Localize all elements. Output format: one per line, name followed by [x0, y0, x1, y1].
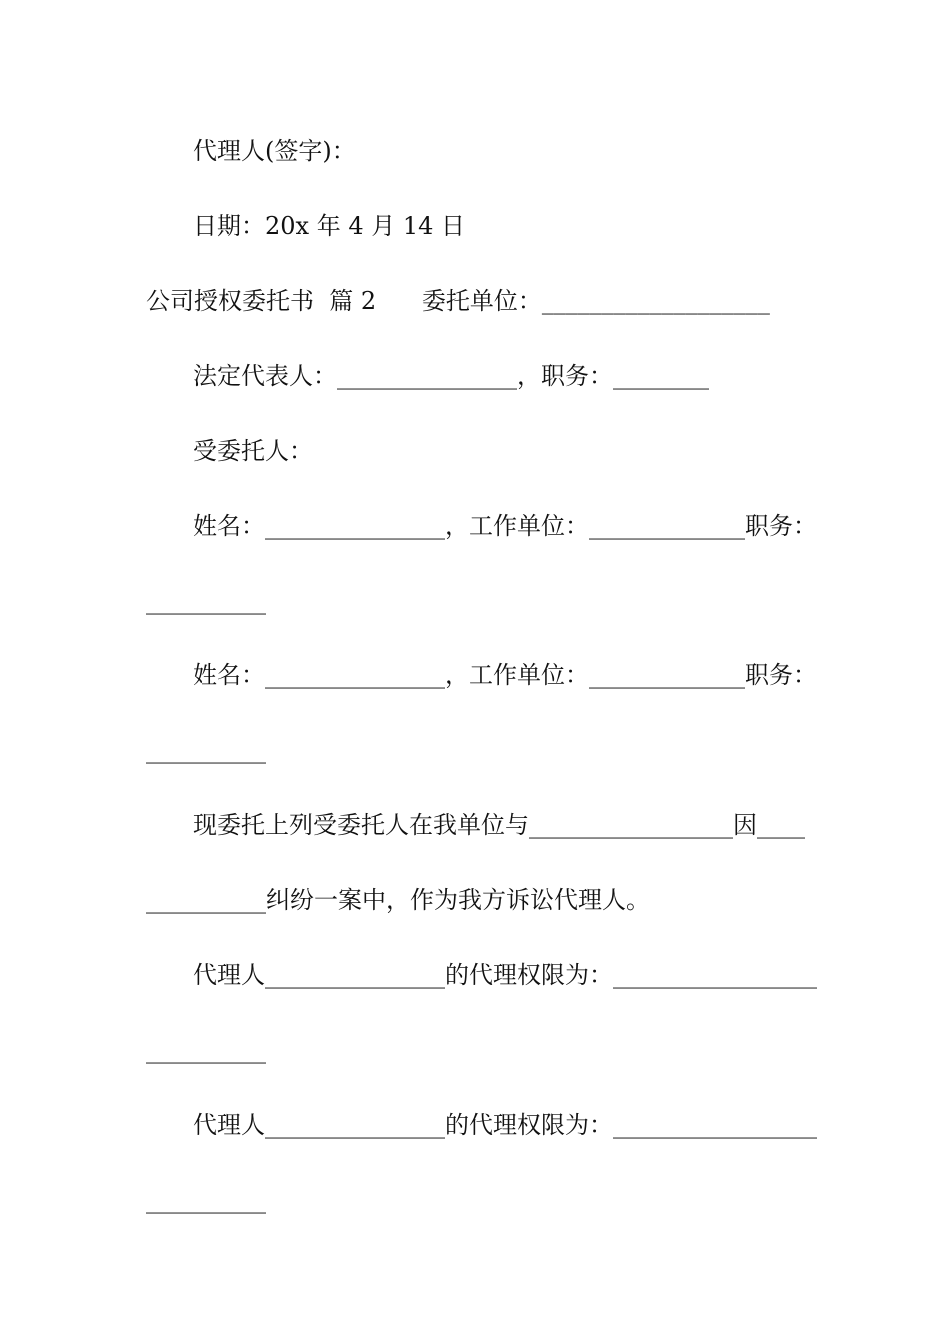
agent-1-authority-line: 代理人_______________的代理权限为：_________________ [193, 961, 817, 989]
date-line: 日期：20x 年 4 月 14 日 [193, 212, 466, 240]
commission-sentence-part2: __________纠纷一案中，作为我方诉讼代理人。 [146, 886, 650, 914]
agent-signature-line: 代理人(签字)： [193, 137, 356, 165]
trustee-1-line: 姓名：_______________，工作单位：_____________职务： [193, 512, 817, 540]
trustee-heading: 受委托人： [193, 437, 313, 465]
legal-representative-line: 法定代表人：_______________，职务：________ [193, 362, 709, 390]
trustee-2-position-blank: __________ [146, 736, 266, 764]
trustee-1-position-blank: __________ [146, 587, 266, 615]
commission-sentence-part1: 现委托上列受委托人在我单位与_________________因____ [193, 811, 805, 839]
agent-2-authority-line: 代理人_______________的代理权限为：_________________ [193, 1111, 817, 1139]
trustee-2-line: 姓名：_______________，工作单位：_____________职务： [193, 661, 817, 689]
agent-1-authority-blank: __________ [146, 1036, 266, 1064]
agent-2-authority-blank: __________ [146, 1186, 266, 1214]
heading-with-client-unit: 公司授权委托书 篇 2 委托单位：___________________ [146, 287, 770, 315]
